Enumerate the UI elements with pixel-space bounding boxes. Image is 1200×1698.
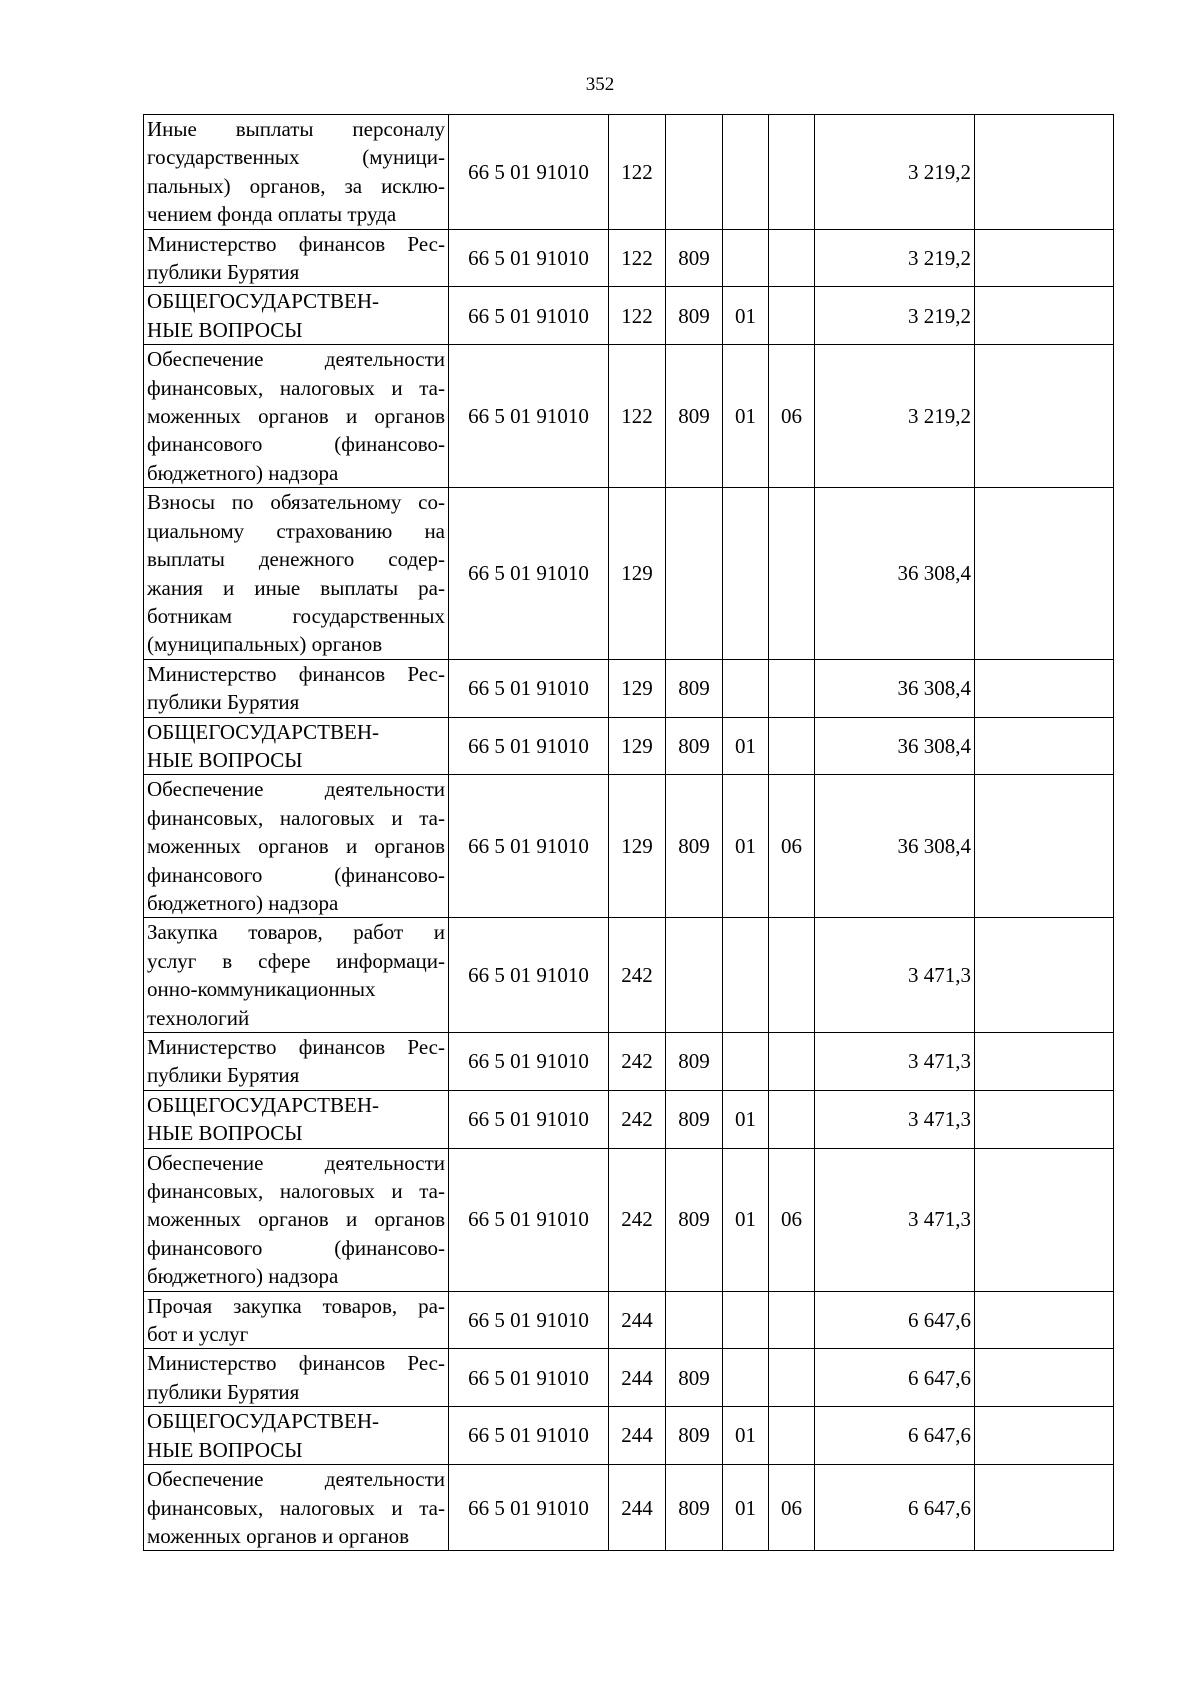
item-name-line: моженных органов и органов <box>147 1523 410 1548</box>
administrator-code-cell: 809 <box>666 1407 723 1465</box>
item-name-line: ботникам государственных <box>147 603 445 628</box>
expense-type-cell: 242 <box>609 1148 666 1291</box>
item-name-line: услуг в сфере информаци- <box>147 948 445 973</box>
administrator-code-cell: 809 <box>666 1465 723 1551</box>
item-name-line: жания и иные выплаты ра- <box>147 575 445 600</box>
expense-type-cell: 242 <box>609 1033 666 1091</box>
subsection-code-cell <box>769 1033 815 1091</box>
table-row <box>144 1291 1114 1349</box>
item-name-line: чением фонда оплаты труда <box>147 202 397 227</box>
table-row <box>144 918 1114 1033</box>
amount-cell: 3 471,3 <box>815 1033 975 1091</box>
item-name-line: Обеспечение деятельности <box>147 347 445 372</box>
expense-type-cell: 244 <box>609 1291 666 1349</box>
item-name-line: Министерство финансов Рес- <box>147 231 445 256</box>
item-name-line: Министерство финансов Рес- <box>147 661 445 686</box>
target-article-code-cell: 66 5 01 91010 <box>449 1349 609 1407</box>
table-row <box>144 115 1114 230</box>
subsection-code-cell <box>769 918 815 1033</box>
section-code-cell <box>723 1291 769 1349</box>
extra-cell <box>975 659 1114 717</box>
item-name-line: финансового (финансово- <box>147 862 445 887</box>
administrator-code-cell <box>666 488 723 659</box>
extra-cell <box>975 1033 1114 1091</box>
amount-cell: 6 647,6 <box>815 1465 975 1551</box>
subsection-code-cell <box>769 659 815 717</box>
item-name-line: финансового (финансово- <box>147 432 445 457</box>
section-code-cell: 01 <box>723 287 769 345</box>
table-row <box>144 1148 1114 1291</box>
subsection-code-cell <box>769 717 815 775</box>
item-name-line: финансовых, налоговых и та- <box>147 1179 445 1204</box>
item-name-line: выплаты денежного содер- <box>147 547 445 572</box>
table-row <box>144 1090 1114 1148</box>
extra-cell <box>975 1349 1114 1407</box>
administrator-code-cell: 809 <box>666 1148 723 1291</box>
amount-cell: 3 471,3 <box>815 1090 975 1148</box>
target-article-code-cell: 66 5 01 91010 <box>449 717 609 775</box>
item-name-cell <box>144 1148 449 1291</box>
extra-cell <box>975 115 1114 230</box>
table-body <box>144 115 1114 1551</box>
administrator-code-cell: 809 <box>666 345 723 488</box>
extra-cell <box>975 918 1114 1033</box>
subsection-code-cell <box>769 287 815 345</box>
extra-cell <box>975 229 1114 287</box>
table-row <box>144 229 1114 287</box>
item-name-line: циальному страхованию на <box>147 518 445 543</box>
item-name-line: ОБЩЕГОСУДАРСТВЕН- <box>147 1092 380 1117</box>
item-name-cell <box>144 918 449 1033</box>
item-name-line: Взносы по обязательному со- <box>147 490 445 515</box>
item-name-line: финансовых, налоговых и та- <box>147 1495 445 1520</box>
item-name-cell <box>144 1465 449 1551</box>
amount-cell: 36 308,4 <box>815 775 975 918</box>
section-code-cell: 01 <box>723 775 769 918</box>
target-article-code-cell: 66 5 01 91010 <box>449 1033 609 1091</box>
expense-type-cell: 242 <box>609 1090 666 1148</box>
table-row <box>144 775 1114 918</box>
administrator-code-cell: 809 <box>666 1349 723 1407</box>
administrator-code-cell: 809 <box>666 1033 723 1091</box>
item-name-line: финансового (финансово- <box>147 1235 445 1260</box>
extra-cell <box>975 775 1114 918</box>
extra-cell <box>975 488 1114 659</box>
section-code-cell: 01 <box>723 1465 769 1551</box>
target-article-code-cell: 66 5 01 91010 <box>449 1465 609 1551</box>
amount-cell: 3 219,2 <box>815 115 975 230</box>
item-name-line: моженных органов и органов <box>147 404 445 429</box>
item-name-line: Обеспечение деятельности <box>147 1150 445 1175</box>
item-name-cell <box>144 1407 449 1465</box>
item-name-cell <box>144 287 449 345</box>
section-code-cell <box>723 1033 769 1091</box>
item-name-cell <box>144 115 449 230</box>
item-name-line: бюджетного) надзора <box>147 1264 339 1289</box>
item-name-line: Обеспечение деятельности <box>147 1467 445 1492</box>
section-code-cell <box>723 488 769 659</box>
item-name-line: НЫЕ ВОПРОСЫ <box>147 317 303 342</box>
target-article-code-cell: 66 5 01 91010 <box>449 1407 609 1465</box>
subsection-code-cell <box>769 115 815 230</box>
amount-cell: 6 647,6 <box>815 1291 975 1349</box>
table-row <box>144 1465 1114 1551</box>
administrator-code-cell: 809 <box>666 229 723 287</box>
amount-cell: 36 308,4 <box>815 717 975 775</box>
item-name-line: бюджетного) надзора <box>147 890 339 915</box>
budget-table <box>143 114 1114 1551</box>
target-article-code-cell: 66 5 01 91010 <box>449 1291 609 1349</box>
administrator-code-cell <box>666 1291 723 1349</box>
section-code-cell: 01 <box>723 1090 769 1148</box>
expense-type-cell: 122 <box>609 287 666 345</box>
administrator-code-cell: 809 <box>666 717 723 775</box>
administrator-code-cell <box>666 918 723 1033</box>
amount-cell: 36 308,4 <box>815 488 975 659</box>
amount-cell: 3 471,3 <box>815 918 975 1033</box>
table-row <box>144 1349 1114 1407</box>
administrator-code-cell <box>666 115 723 230</box>
extra-cell <box>975 1090 1114 1148</box>
item-name-line: технологий <box>147 1005 250 1030</box>
administrator-code-cell: 809 <box>666 1090 723 1148</box>
item-name-cell <box>144 1349 449 1407</box>
extra-cell <box>975 1407 1114 1465</box>
table-row <box>144 287 1114 345</box>
item-name-cell <box>144 1291 449 1349</box>
expense-type-cell: 242 <box>609 918 666 1033</box>
subsection-code-cell <box>769 1291 815 1349</box>
item-name-line: публики Бурятия <box>147 1063 300 1088</box>
item-name-line: моженных органов и органов <box>147 1207 445 1232</box>
item-name-line: моженных органов и органов <box>147 834 445 859</box>
amount-cell: 3 219,2 <box>815 287 975 345</box>
section-code-cell: 01 <box>723 717 769 775</box>
section-code-cell <box>723 918 769 1033</box>
subsection-code-cell: 06 <box>769 345 815 488</box>
item-name-line: государственных (муници- <box>147 145 445 170</box>
item-name-line: Министерство финансов Рес- <box>147 1035 445 1059</box>
item-name-line: Закупка товаров, работ и <box>147 920 445 945</box>
item-name-line: ОБЩЕГОСУДАРСТВЕН- <box>147 289 380 314</box>
table-row <box>144 345 1114 488</box>
table-row <box>144 1033 1114 1091</box>
administrator-code-cell: 809 <box>666 287 723 345</box>
item-name-line: финансовых, налоговых и та- <box>147 805 445 830</box>
section-code-cell: 01 <box>723 345 769 488</box>
table-row <box>144 659 1114 717</box>
table-row <box>144 717 1114 775</box>
item-name-line: бюджетного) надзора <box>147 460 339 485</box>
item-name-line: Прочая закупка товаров, ра- <box>147 1293 445 1318</box>
target-article-code-cell: 66 5 01 91010 <box>449 1148 609 1291</box>
expense-type-cell: 122 <box>609 115 666 230</box>
item-name-line: НЫЕ ВОПРОСЫ <box>147 747 303 772</box>
expense-type-cell: 129 <box>609 717 666 775</box>
amount-cell: 3 471,3 <box>815 1148 975 1291</box>
item-name-cell <box>144 345 449 488</box>
section-code-cell: 01 <box>723 1407 769 1465</box>
extra-cell <box>975 717 1114 775</box>
expense-type-cell: 244 <box>609 1407 666 1465</box>
item-name-line: бот и услуг <box>147 1322 249 1347</box>
target-article-code-cell: 66 5 01 91010 <box>449 775 609 918</box>
extra-cell <box>975 1291 1114 1349</box>
extra-cell <box>975 1465 1114 1551</box>
item-name-cell <box>144 717 449 775</box>
subsection-code-cell <box>769 488 815 659</box>
item-name-line: публики Бурятия <box>147 690 300 715</box>
subsection-code-cell <box>769 1349 815 1407</box>
item-name-cell <box>144 1033 449 1091</box>
administrator-code-cell: 809 <box>666 775 723 918</box>
expense-type-cell: 244 <box>609 1465 666 1551</box>
amount-cell: 6 647,6 <box>815 1407 975 1465</box>
subsection-code-cell: 06 <box>769 1148 815 1291</box>
table-row <box>144 488 1114 659</box>
extra-cell <box>975 345 1114 488</box>
section-code-cell <box>723 229 769 287</box>
amount-cell: 3 219,2 <box>815 345 975 488</box>
item-name-line: НЫЕ ВОПРОСЫ <box>147 1121 303 1146</box>
section-code-cell: 01 <box>723 1148 769 1291</box>
item-name-line: НЫЕ ВОПРОСЫ <box>147 1437 303 1462</box>
target-article-code-cell: 66 5 01 91010 <box>449 488 609 659</box>
item-name-line: Иные выплаты персоналу <box>147 117 445 141</box>
expense-type-cell: 122 <box>609 229 666 287</box>
item-name-cell <box>144 229 449 287</box>
item-name-line: онно-коммуникационных <box>147 977 376 1002</box>
item-name-line: Министерство финансов Рес- <box>147 1351 445 1376</box>
item-name-line: пальных) органов, за исклю- <box>147 173 445 198</box>
section-code-cell <box>723 115 769 230</box>
target-article-code-cell: 66 5 01 91010 <box>449 115 609 230</box>
target-article-code-cell: 66 5 01 91010 <box>449 918 609 1033</box>
item-name-cell <box>144 659 449 717</box>
item-name-cell <box>144 1090 449 1148</box>
subsection-code-cell: 06 <box>769 775 815 918</box>
item-name-cell <box>144 488 449 659</box>
item-name-line: ОБЩЕГОСУДАРСТВЕН- <box>147 719 380 744</box>
subsection-code-cell <box>769 229 815 287</box>
target-article-code-cell: 66 5 01 91010 <box>449 287 609 345</box>
item-name-line: ОБЩЕГОСУДАРСТВЕН- <box>147 1409 380 1434</box>
target-article-code-cell: 66 5 01 91010 <box>449 1090 609 1148</box>
item-name-line: Обеспечение деятельности <box>147 777 445 802</box>
section-code-cell <box>723 659 769 717</box>
target-article-code-cell: 66 5 01 91010 <box>449 229 609 287</box>
extra-cell <box>975 1148 1114 1291</box>
table-row <box>144 1407 1114 1465</box>
subsection-code-cell <box>769 1090 815 1148</box>
section-code-cell <box>723 1349 769 1407</box>
subsection-code-cell: 06 <box>769 1465 815 1551</box>
expense-type-cell: 129 <box>609 775 666 918</box>
extra-cell <box>975 287 1114 345</box>
administrator-code-cell: 809 <box>666 659 723 717</box>
expense-type-cell: 129 <box>609 659 666 717</box>
subsection-code-cell <box>769 1407 815 1465</box>
expense-type-cell: 129 <box>609 488 666 659</box>
item-name-line: (муниципальных) органов <box>147 632 383 657</box>
item-name-line: публики Бурятия <box>147 1379 300 1404</box>
amount-cell: 36 308,4 <box>815 659 975 717</box>
amount-cell: 6 647,6 <box>815 1349 975 1407</box>
item-name-line: публики Бурятия <box>147 260 300 285</box>
item-name-line: финансовых, налоговых и та- <box>147 375 445 400</box>
target-article-code-cell: 66 5 01 91010 <box>449 345 609 488</box>
expense-type-cell: 244 <box>609 1349 666 1407</box>
target-article-code-cell: 66 5 01 91010 <box>449 659 609 717</box>
expense-type-cell: 122 <box>609 345 666 488</box>
item-name-cell <box>144 775 449 918</box>
amount-cell: 3 219,2 <box>815 229 975 287</box>
page-number: 352 <box>585 74 615 95</box>
